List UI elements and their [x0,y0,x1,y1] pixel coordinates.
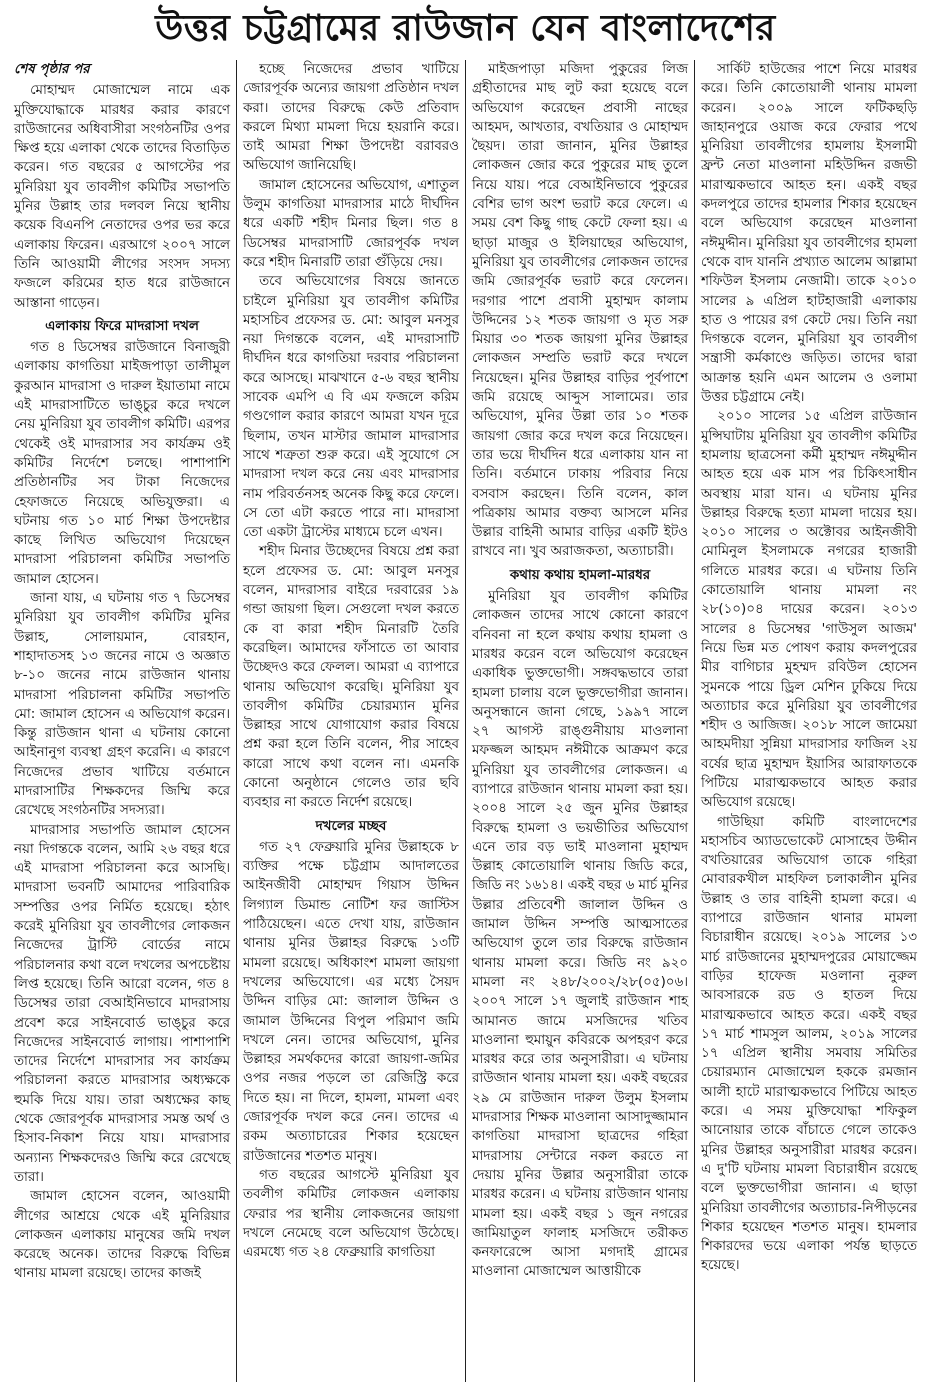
column-2-text [243,60,459,1262]
paragraph: গত বছরের আগস্টে মুনিরিয়া যুব তবলীগ কমিটির লোকজন এলাকায় ফেরার পর স্থানীয় লোকজনের জায়গা দখলে নেমেছে বলে অভিযোগ উঠেছে। এরমধ্যে গত ২৪ ফেব্রুয়ারি কাগতিয়া [243,1167,459,1261]
column-1 [8,60,236,1382]
paragraph: মুনিরিয়া যুব তাবলীগ কমিটির লোকজন তাদের সাথে কোনো কারণে বনিবনা না হলে কথায় কথায় হামলা ও মারধর করেন বলে অভিযোগ করেছেন একাধিক ভুক্তভোগী। সঙ্গবদ্ধভাবে তারা হামলা চালায় বলে ভুক্তভোগীরা জানান। অনুসন্ধানে জানা গেছে, ১৯৯৭ সালে ২৭ আগস্ট রাঙ্গুনীয়ায় মাওলানা মফজ্জল আহমদ নঈমীকে আক্রমণ করে মুনিরিয়া যুব তাবলীগের লোকজন। এ ব্যাপারে রাউজান থানায় মামলা করা হয়। ২০০৪ সালে ২৫ জুন মুনির উল্লাহর বিরুদ্ধে হামলা ও ভয়ভীতির অভিযোগ এনে তার বড় ভাই মাওলানা মুহাম্মদ উল্লাহ কোতোয়ালি থানায় জিডি করে, জিডি নং ১৬১৪। একই বছর ৬ মার্চ মুনির উল্লার প্রতিবেশী জালাল উদ্দিন ও জামাল উদ্দিন সম্পত্তি আত্মসাতের অভিযোগ তুলে তার বিরুদ্ধে রাউজান থানায় মামলা করে। জিডি নং ৯২০ মামলা নং ২৪৮/২০০২/২৮(০৫)০৬। ২০০৭ সালে ১৭ জুলাই রাউজান শাহ আমানত জামে মসজিদের খতিব মাওলানা হুমায়ুন কবিরকে অপহরণ করে মারধর করে তার অনুসারীরা। এ ঘটনায় রাউজান থানায় মামলা হয়। একই বছরের ২৯ মে রাউজান দারুল উলুম ইসলাম মাদরাসার শিক্ষক মাওলানা আসাদুজ্জামান কাগতিয়া মাদরাসা ছাত্রদের গহিরা মাদরাসায় সেন্টারে নকল করতে না দেয়ায় মুনির উল্লার অনুসারীরা তাকে মারধর করেন। এ ঘটনায় রাউজান থানায় মামলা হয়। একই বছর ১ জুন নগরের জামিয়াতুল ফালাহ মসজিদে তরীকত কনফারেন্সে আসা মগদাই গ্রামের মাওলানা মোজাম্মেল আত্তায়ীকে [472,589,688,1280]
headline: উত্তর চট্টগ্রামের রাউজান যেন বাংলাদেশের [155,8,776,49]
paragraph: জামাল হোসেন বলেন, আওয়ামী লীগের আশ্রয়ে থেকে এই মুনিরিয়ার লোকজন এলাকায় মানুষের জমি দখল করেছে অনেক। তাদের বিরুদ্ধে বিভিন্ন থানায় মামলা রয়েছে। তাদের কাজই [14,1189,230,1282]
paragraph: তবে অভিযোগের বিষয়ে জানতে চাইলে মুনিরিয়া যুব তাবলীগ কমিটির মহাসচিব প্রফেসর ড. মো: আবুল মনসুর নয়া দিগন্তকে বলেন, এই মাদরাসাটি দীর্ঘদিন ধরে কাগতিয়া দরবার পরিচালনা করে আসছে। মাঝখানে ৫-৬ বছর স্থানীয় সাবেক এমপি এ বি এম ফজলে করিম গণ্ডগোল করার কারণে আমরা যখন দূরে ছিলাম, তখন মাস্টার জামাল মাদরাসার সাথে শত্রুতা শুরু করে। এই সুযোগে সে মাদরাসা দখল করে নেয় এবং মাদরাসার নাম পরিবর্তনসহ অনেক কিছু করে ফেলে। সে তো এটা করতে পারে না। মাদরাসা তো একটা ট্রাস্টের মাধ্যমে চলে এখন। [243,274,459,541]
paragraph: মাইজপাড়া মজিদা পুকুরের লিজ গ্রহীতাদের মাছ লুট করা হয়েছে বলে অভিযোগ করেছেন প্রবাসী নাছের আহমদ, আখতার, বখতিয়ার ও মোহাম্মদ ছৈয়দ। তারা জানান, মুনির উল্লাহর লোকজন জোর করে পুকুরের মাছ তুলে নিয়ে যায়। পরে বেআইনিভাবে পুকুরের বেশির ভাগ অংশ ভরাট করে ফেলে। এ সময় বেশ কিছু গাছ কেটে ফেলা হয়। এ ছাড়া মাজুর ও ইলিয়াছের অভিযোগ, মুনিরিয়া যুব তাবলীগের লোকজন তাদের জমি জোরপূর্বক ভরাট করে ফেলেন। দরগার পাশে প্রবাসী মুহাম্মদ কালাম উদ্দিনের ১২ শতক জায়গা ও মৃত সরু মিয়ার ৩০ শতক জায়গা মুনির উল্লাহর লোকজন সম্প্রতি ভরাট করে দখলে নিয়েছেন। মুনির উল্লাহর বাড়ির পূর্বপাশে জমি রয়েছে আব্দুস সালামের। তার অভিযোগ, মুনির উল্লা তার ১০ শতক জায়গা জোর করে দখল করে নিয়েছেন। তার ভয়ে দীর্ঘদিন ধরে এলাকায় যান না তিনি। বর্তমানে ঢাকায় পরিবার নিয়ে বসবাস করছেন। তিনি বলেন, কাল পত্রিকায় আমার বক্তব্য আসলে মনির উল্লার বাহিনী আমার বাড়ির একটি ইটও রাখবে না। খুব অরাজকতা, অত্যাচারী। [472,62,688,560]
paragraph: গত ২৭ ফেব্রুয়ারি মুনির উল্লাহকে ৮ ব্যক্তির পক্ষে চট্টগ্রাম আদালতের আইনজীবী মোহাম্মদ গিয়াস উদ্দিন লিগ্যাল ডিমান্ড নোটিশ ফর জাস্টিস পাঠিয়েছেন। এতে দেখা যায়, রাউজান থানায় মুনির উল্লাহর বিরুদ্ধে ১৩টি মামলা রয়েছে। অধিকাংশ মামলা জায়গা দখলের অভিযোগে। এর মধ্যে সৈয়দ উদ্দিন বাড়ির মো: জালাল উদ্দিন ও জামাল উদ্দিনের বিপুল পরিমাণ জমি দখলে নেন। তাদের অভিযোগ, মুনির উল্লাহর সমর্থকদের কারো জায়গা-জমির ওপর নজর পড়লে তা রেজিস্ট্রি করে দিতে হয়। না দিলে, হামলা, মামলা এবং জোরপূর্বক দখল করে নেন। তাদের এ রকম অত্যাচারের শিকার হয়েছেন রাউজানের শতশত মানুষ। [243,839,459,1164]
paragraph: মোহাম্মদ মোজাম্মেল নামে এক মুক্তিযোদ্ধাকে মারধর করার কারণে রাউজানের অধিবাসীরা সংগঠনটির ওপর ক্ষিপ্ত হয়ে এলাকা থেকে তাদের বিতাড়িত করেন। গত বছরের ৫ আগস্টের পর মুনিরিয়া যুব তাবলীগ কমিটির সভাপতি মুনির উল্লাহ তার দলবল নিয়ে স্থানীয় কয়েক বিএনপি নেতাদের ওপর ভর করে এলাকায় ফিরেন। এরআগে ২০০৭ সালে তিনি আওয়ামী লীগের সংসদ সদস্য ফজলে করিমের হাত ধরে রাউজানে আস্তানা গাড়েন। [14,83,230,311]
column-3 [465,60,694,1382]
paragraph: মাদরাসার সভাপতি জামাল হোসেন নয়া দিগন্তকে বলেন, আমি ২৬ বছর ধরে এই মাদরাসা পরিচালনা করে আসছি। মাদরাসা ভবনটি আমাদের পারিবারিক সম্পত্তির ওপর নির্মিত হয়েছে। হঠাৎ করেই মুনিরিয়া যুব তাবলীগের লোকজন নিজেদের ট্রাস্টি বোর্ডের নামে পরিচালনার কথা বলে দখলের অপচেষ্টায় লিপ্ত হয়েছে। তিনি আরো বলেন, গত ৪ ডিসেম্বর তারা বেআইনিভাবে মাদরাসায় প্রবেশ করে সাইনবোর্ড ভাঙ্চুর করে নিজেদের সাইনবোর্ড লাগায়। পাশাপাশি তাদের নির্দেশে মাদরাসার সব কার্যক্রম পরিচালনা করতে মাদরাসার অধ্যক্ষকে হুমকি দিয়ে যায়। তারা অধ্যক্ষের কাছ থেকে জোরপূর্বক মাদরাসার সমস্ত অর্থ ও হিসাব-নিকাশ নিয়ে যায়। মাদরাসার অন্যান্য শিক্ষকদেরও জিম্মি করে রেখেছে তারা। [14,822,230,1185]
paragraph: ২০১০ সালের ১৫ এপ্রিল রাউজান মুন্সিঘাটায় মুনিরিয়া যুব তাবলীগ কমিটির হামলায় ছাত্রসেনা কর্মী মুহাম্মদ নঈমুদ্দীন আহত হয়ে এক মাস পর চিকিৎসাধীন অবস্থায় মারা যান। এ ঘটনায় মুনির উল্লাহর বিরুদ্ধে হত্যা মামলা দায়ের হয়। ২০১০ সালের ৩ অক্টোবর আইনজীবী মোমিনুল ইসলামকে নগরের হাজারী গলিতে মারধর করে। এ ঘটনায় তিনি কোতোয়ালি থানায় মামলা নং ২৮(১০)০৪ দায়ের করেন। ২০১৩ সালের ৪ ডিসেম্বর 'গাউসুল আজম' নিয়ে ভিন্ন মত পোষণ করায় কদলপুরের মীর বাগিচার মুহম্মদ রবিউল হোসেন সুমনকে পায়ে ড্রিল মেশিন ঢুকিয়ে দিয়ে অত্যাচার করে মুনিরিয়া যুব তাবলীগের শহীদ ও আজিজ। ২০১৮ সালে জামেয়া আহমদীয়া সুন্নিয়া মাদরাসার ফাজিল ২য় বর্ষের ছাত্র মুহাম্মদ ইয়াসির আরাফাতকে পিটিয়ে মারাত্মকভাবে আহত করার অভিযোগ রয়েছে। [701,409,917,811]
subheading: এলাকায় ফিরে মাদরাসা দখল [45,318,199,334]
paragraph: হচ্ছে নিজেদের প্রভাব খাটিয়ে জোরপূর্বক অন্যের জায়গা প্রতিষ্ঠান দখল করা। তাদের বিরুদ্ধে কেউ প্রতিবাদ করলে মিথ্যা মামলা দিয়ে হয়রানি করে। তাই আমরা শিক্ষা উপদেষ্টা বরাবরও অভিযোগ জানিয়েছি। [243,62,459,174]
paragraph: শহীদ মিনার উচ্ছেদের বিষয়ে প্রশ্ন করা হলে প্রফেসর ড. মো: আবুল মনসুর বলেন, মাদরাসার বাইরে দরবারের ১৯ গন্ডা জায়গা ছিল। সেগুলো দখল করতে কে বা কারা শহীদ মিনারটি তৈরি করেছিল। আমাদের ফাঁসাতে তা আবার উচ্ছেদও করে ফেলল। আমরা এ ব্যাপারে থানায় অভিযোগ করেছি। মুনিরিয়া যুব তাবলীগ কমিটির চেয়ারম্যান মুনির উল্লাহর সাথে যোগাযোগ করার বিষয়ে প্রশ্ন করা হলে তিনি বলেন, পীর সাহেব কারো সাথে কথা বলেন না। এমনকি কোনো অনুষ্ঠানে গেলেও তার ছবি ব্যবহার না করতে নির্দেশ রয়েছে। [243,544,459,811]
article-body [8,60,923,1382]
paragraph: জানা যায়, এ ঘটনায় গত ৭ ডিসেম্বর মুনিরিয়া যুব তাবলীগ কমিটির মুনির উল্লাহ, সোলায়মান, বোরহান, শাহাদাতসহ ১৩ জনের নামে ও অজ্ঞাত ৮-১০ জনের নামে রাউজান থানায় মাদরাসা পরিচালনা কমিটির সভাপতি মো: জামাল হোসেন এ অভিযোগ করেন। কিন্তু রাউজান থানা এ ঘটনায় কোনো আইনানুগ ব্যবস্থা গ্রহণ করেনি। এ কারণে নিজেদের প্রভাব খাটিয়ে বর্তমানে মাদরাসাটির শিক্ষকদের জিম্মি করে রেখেছে সংগঠনটির সদস্যরা। [14,591,230,819]
paragraph: জামাল হোসেনের অভিযোগ, এশাতুল উলুম কাগতিয়া মাদরাসার মাঠে দীর্ঘদিন ধরে একটি শহীদ মিনার ছিল। গত ৪ ডিসেম্বর মাদরাসাটি জোরপূর্বক দখল করে শহীদ মিনারটি তারা গুঁড়িয়ে দেয়। [243,177,459,270]
column-1-text [14,81,230,1283]
subheading: দখলের মচ্ছব [315,818,387,834]
column-2 [236,60,465,1382]
paragraph: সার্কিট হাউজের পাশে নিয়ে মারধর করে। তিনি কোতোয়ালী থানায় মামলা করেন। ২০০৯ সালে ফটিকছড়ি জাহানপুরে ওয়াজ করে ফেরার পথে মুনিরিয়া তাবলীগের হামলায় ইসলামী ফ্রন্ট নেতা মাওলানা মহিউদ্দিন রজভী মারাত্মকভাবে আহত হন। একই বছর কদলপুরে তাদের হামলার শিকার হয়েছেন বলে অভিযোগ করেছেন মাওলানা নঈমুদ্দীন। মুনিরিয়া যুব তাবলীগের হামলা থেকে বাদ যাননি প্রখ্যাত আলেম আল্লামা শফিউল ইসলাম নেজামী। তাকে ২০১০ সালের ৯ এপ্রিল হাটহাজারী এলাকায় হাত ও পায়ের রগ কেটে দেয়। তিনি নয়া দিগন্তকে বলেন, মুনিরিয়া যুব তাবলীগ সন্ত্রাসী কর্মকাণ্ডে জড়িত। তাদের দ্বারা আক্রান্ত হয়নি এমন আলেম ও ওলামা উত্তর চট্টগ্রামে নেই। [701,62,917,406]
column-4 [694,60,923,1382]
continuation-kicker: শেষ পৃষ্ঠার পর [14,62,90,77]
column-4-text [701,60,917,1276]
column-3-text [472,60,688,1282]
paragraph: গত ৪ ডিসেম্বর রাউজানে বিনাজুরী এলাকায় কাগতিয়া মাইজপাড়া তালীমুল কুরআন মাদরাসা ও দারুল ইয়াতামা নামে এই মাদরাসাটিতে ভাঙ্চুর করে দখলে নেয় মুনিরিয়া যুব তাবলীগ কমিটি। এরপর থেকেই ওই মাদরাসার সব কার্যক্রম ওই কমিটির নির্দেশে চলছে। পাশাপাশি প্রতিষ্ঠানটির সব টাকা নিজেদের হেফাজতে নিয়েছে অভিযুক্তরা। এ ঘটনায় গত ১০ মার্চ শিক্ষা উপদেষ্টার কাছে লিখিত অভিযোগ দিয়েছেন মাদরাসা পরিচালনা কমিটির সভাপতি জামাল হোসেন। [14,340,230,587]
subheading: কথায় কথায় হামলা-মারধর [509,567,651,583]
paragraph: গাউছিয়া কমিটি বাংলাদেশের মহাসচিব অ্যাডভোকেট মোসাহেব উদ্দীন বখতিয়ারের অভিযোগ তাকে গহিরা মোবারকখীল মাহফিল চলাকালীন মুনির উল্লাহ ও তার বাহিনী হামলা করে। এ ব্যাপারে রাউজান থানার মামলা বিচারাধীন রয়েছে। ২০১৯ সালের ১৩ মার্চ রাউজানের মুহাম্মদপুরের মোয়াজ্জেম বাড়ির হাফেজ মওলানা নুরুল আবসারকে রড ও হাতল দিয়ে মারাত্মকভাবে আহত করে। একই বছর ১৭ মার্চ শামসুল আলম, ২০১৯ সালের ১৭ এপ্রিল স্থানীয় সমবায় সমিতির চেয়ারম্যান মোজাম্মেল হককে রমজান আলী হাটে মারাত্মকভাবে পিটিয়ে আহত করে। এ সময় মুক্তিযোদ্ধা শফিকুল আনোয়ার তাকে বাঁচাতে গেলে তাকেও মুনির উল্লাহর অনুসারীরা মারধর করেন। এ দু'টি ঘটনায় মামলা বিচারাধীন রয়েছে বলে ভুক্তভোগীরা জানান। এ ছাড়া মুনিরিয়া তাবলীগের অত্যাচার-নিপীড়নের শিকার হয়েছেন শতশত মানুষ। হামলার শিকারদের ভয়ে এলাকা পর্যন্ত ছাড়তে হয়েছে। [701,814,917,1274]
